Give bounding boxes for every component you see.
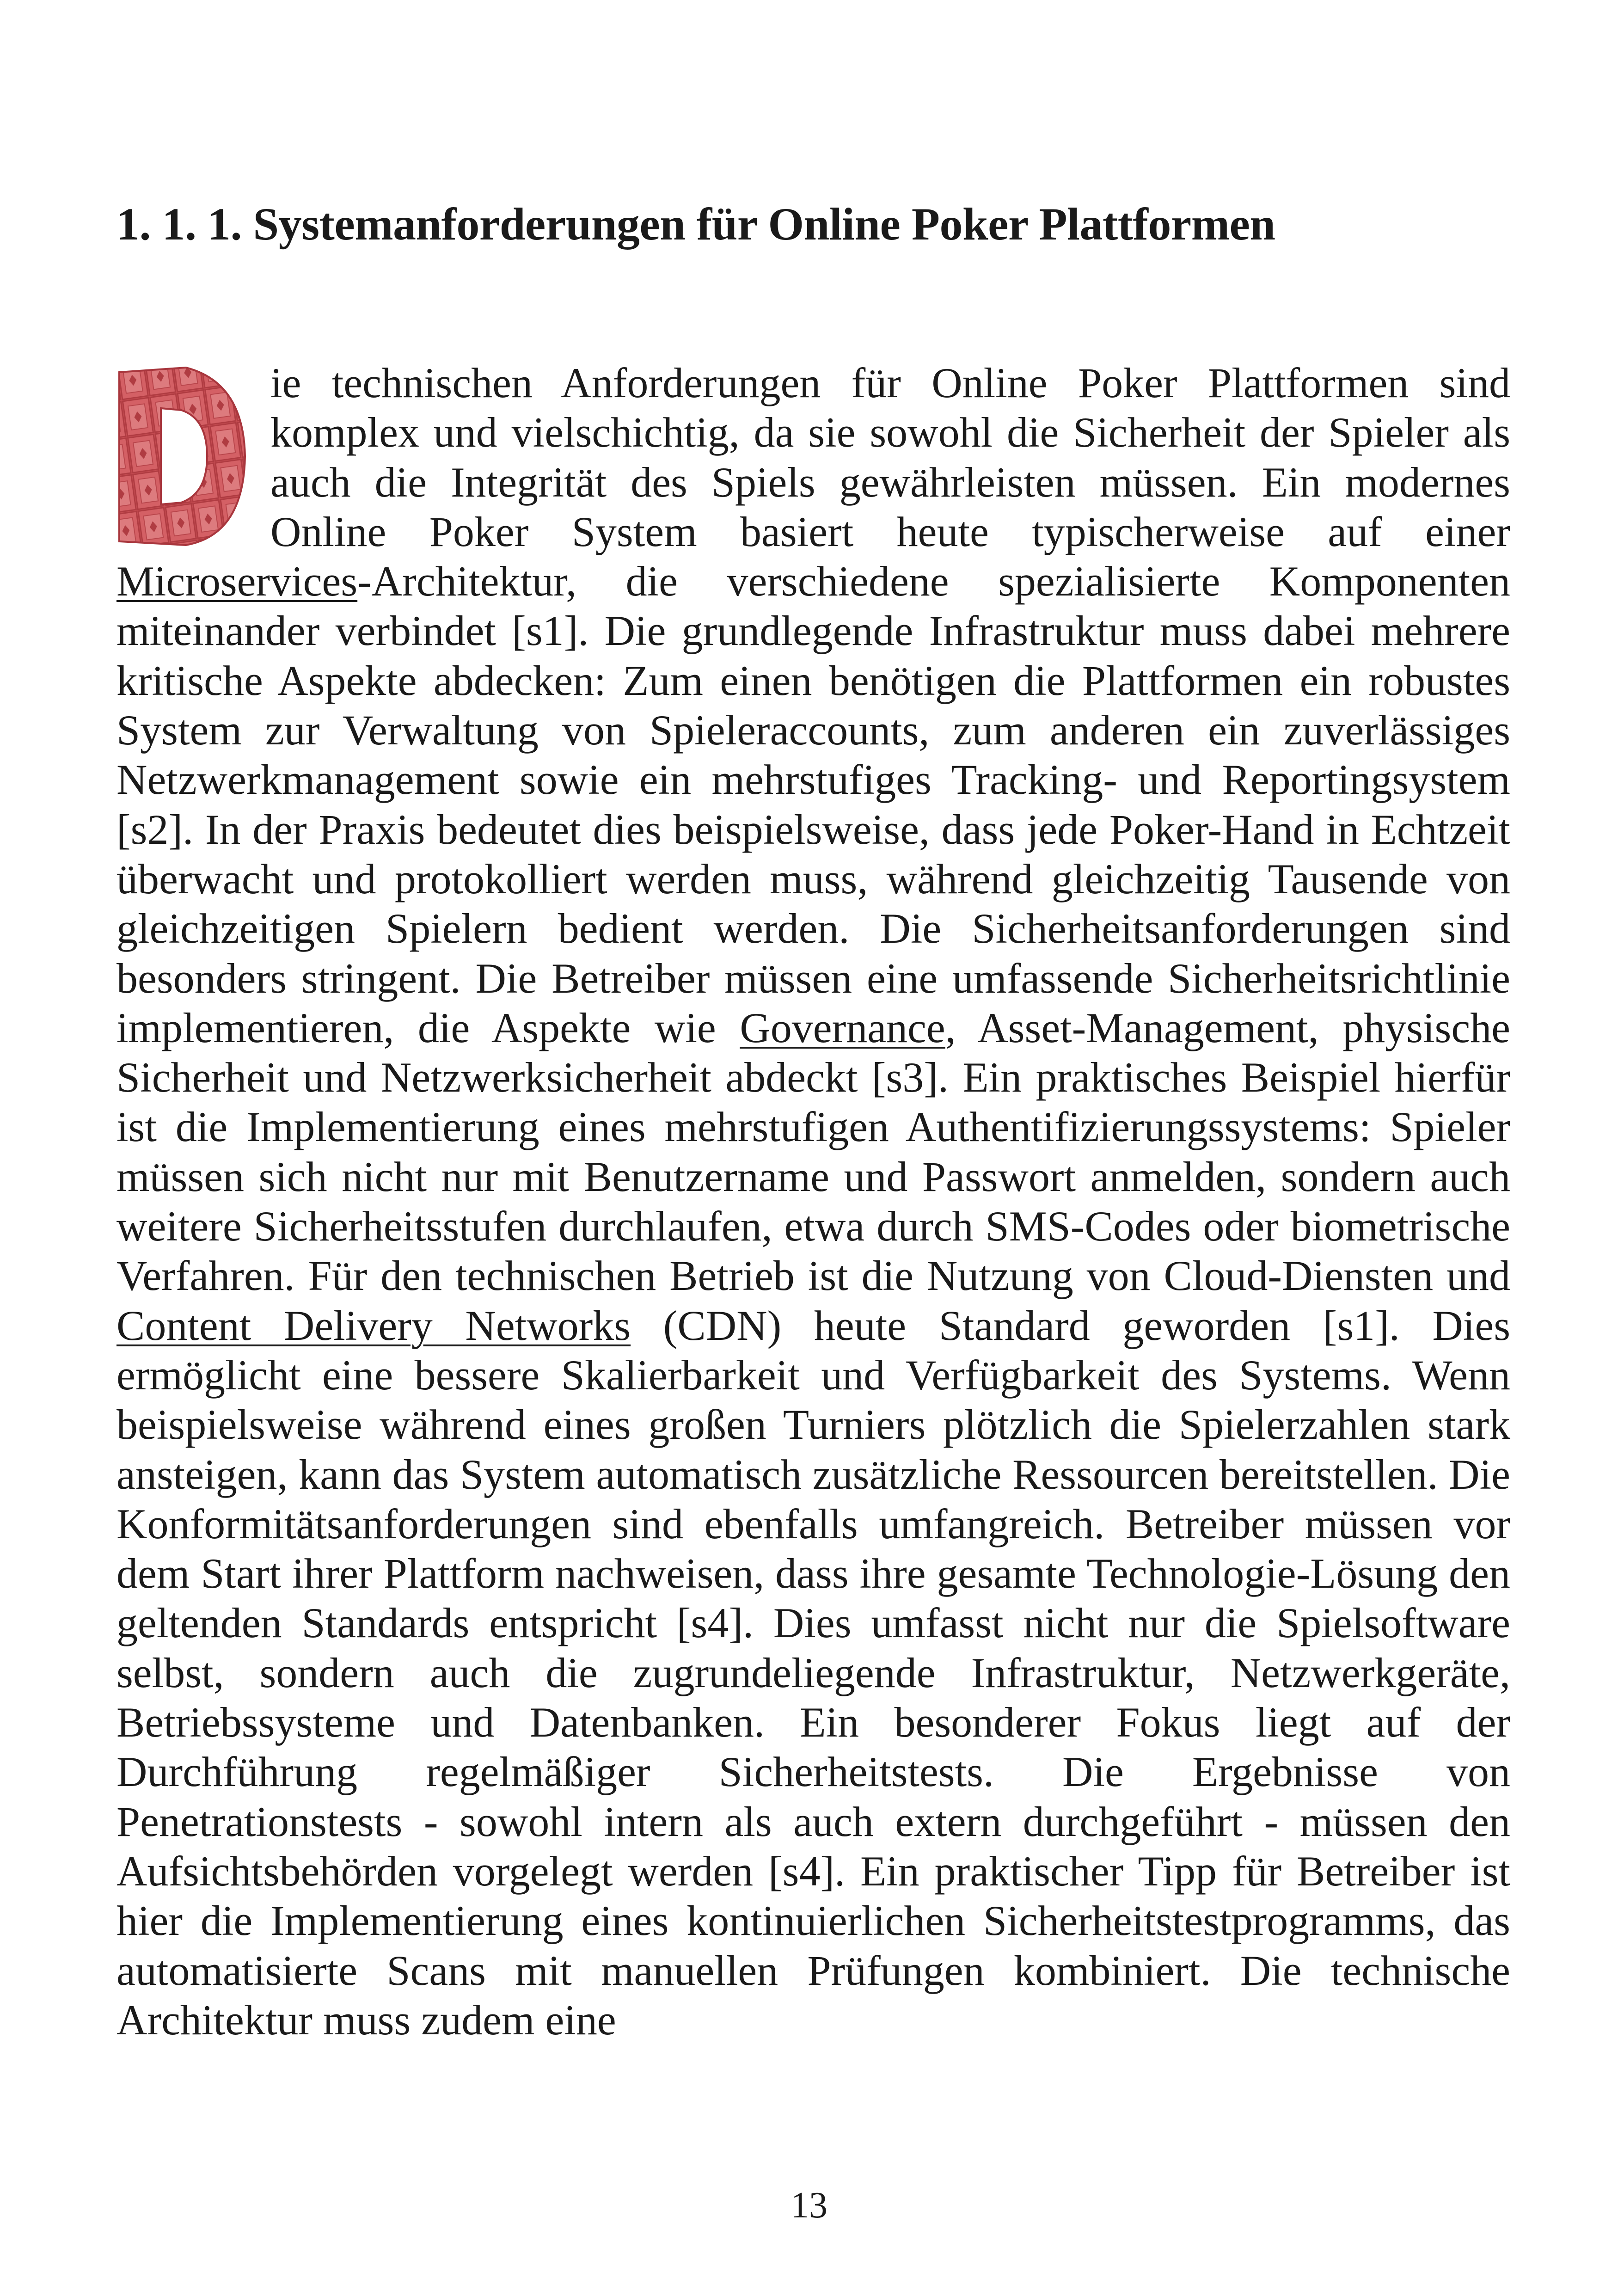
link-microservices[interactable]: Microservices (116, 558, 358, 605)
body-text-part-2: -Architektur, die verschiedene spezialisierte Komponenten miteinander verbindet [s1]. Die grundlegende Infrastruktur muss dabei mehrere kritische Aspekte abdecken: Zum einen benötigen die Plattformen ein robustes System zur Verwaltung von Spieleraccounts, zum anderen ein zuverlässiges Netzwerkmanagement sowie ein mehrstufiges Tracking- und Reportingsystem [s2]. In der Praxis bedeutet dies beispielsweise, dass jede Poker-Hand in Echtzeit überwacht und protokolliert werden muss, während gleichzeitig Tausende von gleichzeitigen Spielern bedient werden. Die Sicherheitsanforderungen sind besonders stringent. Die Betreiber müssen eine umfassende Sicherheitsrichtlinie implementieren, die Aspekte wie (116, 558, 1510, 1051)
link-governance[interactable]: Governance (740, 1004, 945, 1051)
body-text-part-3: , Asset-Management, physische Sicherheit und Netzwerksicherheit abdeckt [s3]. Ein praktisches Beispiel hierfür ist die Implementierung eines mehrstufigen Authentifizierungssystems: Spieler müssen sich nicht nur mit Benutzername und Passwort anmelden, sondern auch weitere Sicherheitsstufen durchlaufen, etwa durch SMS-Codes oder biometrische Verfahren. Für den technischen Betrieb ist die Nutzung von Cloud-Diensten und (116, 1004, 1510, 1300)
section-heading: 1. 1. 1. Systemanforderungen für Online Poker Plattformen (116, 198, 1275, 250)
drop-cap (116, 364, 248, 549)
body-paragraph (116, 358, 1510, 2045)
body-text-part-1: ie technischen Anforderungen für Online Poker Plattformen sind komplex und vielschichtig, da sie sowohl die Sicherheit der Spieler als auch die Integrität des Spiels gewährleisten müssen. Ein modernes Online Poker System basiert heute typischerweise auf einer (270, 359, 1510, 555)
body-text-part-4: (CDN) heute Standard geworden [s1]. Dies ermöglicht eine bessere Skalierbarkeit und Verfügbarkeit des Systems. Wenn beispielsweise während eines großen Turniers plötzlich die Spielerzahlen stark ansteigen, kann das System automatisch zusätzliche Ressourcen bereitstellen. Die Konformitätsanforderungen sind ebenfalls umfangreich. Betreiber müssen vor dem Start ihrer Plattform nachweisen, dass ihre gesamte Technologie-Lösung den geltenden Standards entspricht [s4]. Dies umfasst nicht nur die Spielsoftware selbst, sondern auch die zugrundeliegende Infrastruktur, Netzwerkgeräte, Betriebssysteme und Datenbanken. Ein besonderer Fokus liegt auf der Durchführung regelmäßiger Sicherheitstests. Die Ergebnisse von Penetrationstests - sowohl intern als auch extern durchgeführt - müssen den Aufsichtsbehörden vorgelegt werden [s4]. Ein praktischer Tipp für Betreiber ist hier die Implementierung eines kontinuierlichen Sicherheitstestprogramms, das automatisierte Scans mit manuellen Prüfungen kombiniert. Die technische Architektur muss zudem eine (116, 1301, 1511, 2044)
link-content-delivery-networks[interactable]: Content Delivery Networks (116, 1301, 631, 1349)
page-number: 13 (791, 2185, 827, 2226)
drop-cap-letter (116, 364, 248, 549)
